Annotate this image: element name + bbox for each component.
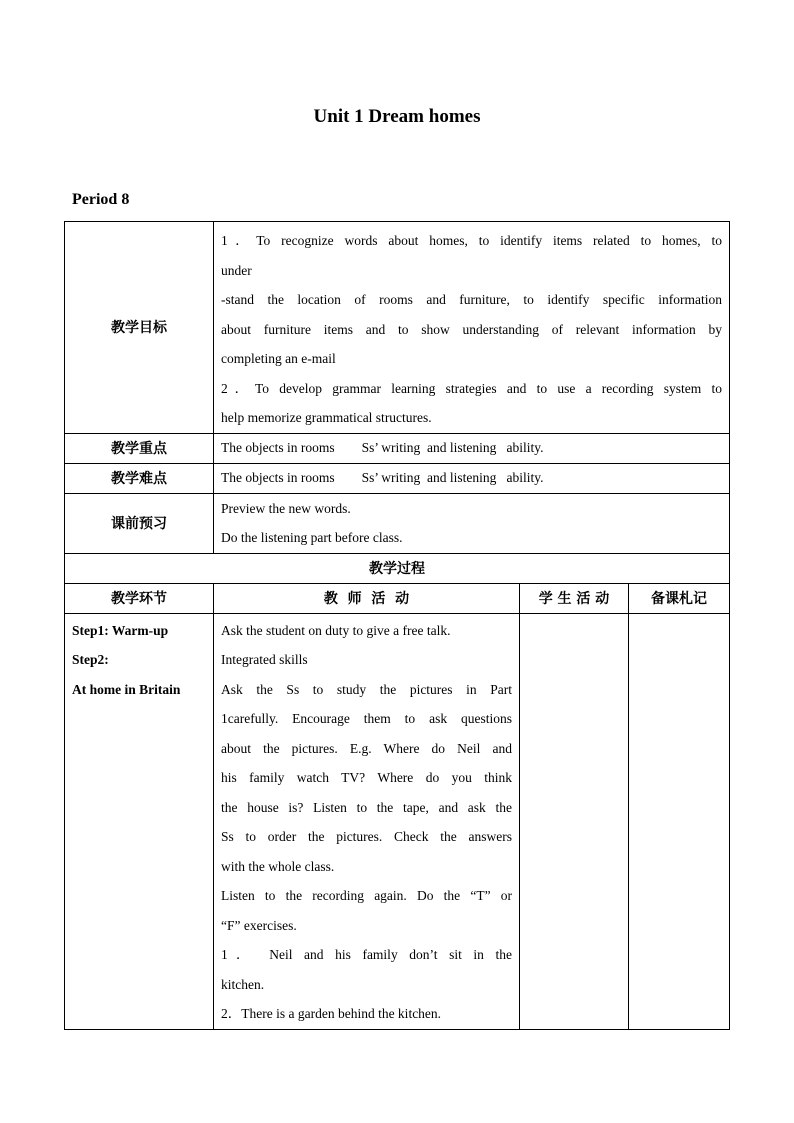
objectives-label: 教学目标 bbox=[65, 222, 214, 434]
teacher-line: about the pictures. E.g. Where do Neil and bbox=[221, 740, 512, 756]
teacher-line: Ss to order the pictures. Check the answers bbox=[221, 829, 512, 844]
column-header-student: 学 生 活 动 bbox=[520, 583, 629, 613]
process-heading-row bbox=[65, 553, 730, 583]
key-points-text: The objects in rooms Ss’ writing and listening ability. bbox=[221, 440, 544, 455]
key-points-row bbox=[65, 433, 730, 463]
lesson-plan-table bbox=[64, 221, 730, 1030]
teacher-line: “F” exercises. bbox=[221, 917, 297, 933]
difficult-points-content bbox=[214, 463, 730, 493]
teacher-line: Ask the student on duty to give a free talk. bbox=[221, 622, 451, 638]
teacher-line: 1carefully. Encourage them to ask questions bbox=[221, 711, 512, 726]
objectives-line: about furniture items and to show understanding of relevant information by bbox=[221, 321, 723, 337]
preview-content bbox=[214, 493, 730, 553]
notes-cell bbox=[629, 613, 730, 1029]
teacher-line: Ask the Ss to study the pictures in Part bbox=[221, 681, 512, 697]
preview-label: 课前预习 bbox=[65, 493, 214, 553]
objectives-content bbox=[214, 222, 730, 434]
teacher-line: kitchen. bbox=[221, 976, 265, 992]
teacher-line: Listen to the recording again. Do the “T” or bbox=[221, 888, 512, 903]
step-label: Step2: bbox=[72, 652, 109, 667]
period-label: Period 8 bbox=[72, 191, 130, 208]
difficult-points-label: 教学难点 bbox=[65, 463, 214, 493]
document-title: Unit 1 Dream homes bbox=[313, 106, 481, 127]
teacher-line: the house is? Listen to the tape, and ask the bbox=[221, 799, 512, 815]
objectives-line: help memorize grammatical structures. bbox=[221, 410, 432, 425]
objectives-line: under bbox=[221, 262, 252, 278]
column-header-notes: 备课札记 bbox=[629, 583, 730, 613]
process-columns-row bbox=[65, 583, 730, 613]
objectives-line: 1．To recognize words about homes, to identify items related to homes, to bbox=[221, 233, 723, 248]
process-body-row bbox=[65, 613, 730, 1029]
objectives-row bbox=[65, 222, 730, 434]
teacher-activity-cell bbox=[214, 613, 520, 1029]
difficult-points-row bbox=[65, 463, 730, 493]
process-heading: 教学过程 bbox=[65, 553, 730, 583]
key-points-label: 教学重点 bbox=[65, 433, 214, 463]
teacher-line: 1． Neil and his family don’t sit in the bbox=[221, 947, 512, 962]
teacher-line: 2．There is a garden behind the kitchen. bbox=[221, 1006, 442, 1021]
column-header-stage: 教学环节 bbox=[65, 583, 214, 613]
key-points-content bbox=[214, 433, 730, 463]
preview-row bbox=[65, 493, 730, 553]
steps-cell bbox=[65, 613, 214, 1029]
preview-line: Do the listening part before class. bbox=[221, 530, 403, 545]
step-label: At home in Britain bbox=[72, 681, 181, 697]
objectives-line: completing an e-mail bbox=[221, 351, 336, 366]
column-header-teacher: 教 师 活 动 bbox=[214, 583, 520, 613]
teacher-line: with the whole class. bbox=[221, 858, 335, 874]
student-activity-cell bbox=[520, 613, 629, 1029]
objectives-line: 2．To develop grammar learning strategies and to use a recording system to bbox=[221, 380, 723, 396]
preview-line: Preview the new words. bbox=[221, 500, 351, 516]
teacher-line: his family watch TV? Where do you think bbox=[221, 770, 512, 785]
objectives-line: -stand the location of rooms and furniture, to identify specific information bbox=[221, 292, 723, 307]
difficult-points-text: The objects in rooms Ss’ writing and listening ability. bbox=[221, 470, 544, 485]
step-label: Step1: Warm-up bbox=[72, 622, 169, 638]
teacher-line: Integrated skills bbox=[221, 652, 308, 667]
